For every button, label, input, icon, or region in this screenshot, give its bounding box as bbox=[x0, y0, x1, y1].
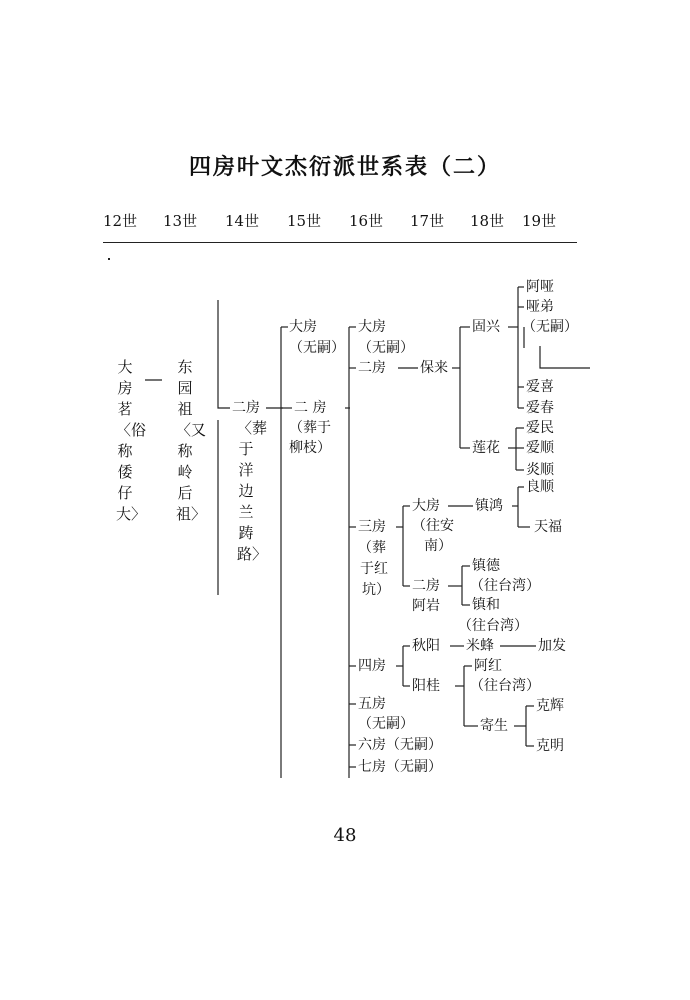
node-gen15-2: 二 房 bbox=[294, 400, 327, 416]
generation-label: 14世 bbox=[225, 212, 260, 230]
node-gen19-aimin: 爱民 bbox=[526, 420, 554, 436]
node-gen18-zhende: 镇德 bbox=[472, 558, 500, 574]
node-gen18-zhenhong: 镇鸿 bbox=[475, 498, 503, 514]
node-gen16-3: 三房 bbox=[358, 519, 386, 535]
node-gen18-zhende-note: （往台湾） bbox=[470, 578, 540, 594]
node-gen15-1: 大房 bbox=[289, 319, 317, 335]
node-gen18-jisheng: 寄生 bbox=[480, 718, 508, 734]
node-gen16-5-note: （无嗣） bbox=[358, 716, 414, 732]
node-gen12: 大房茗〈俗称倭仔大〉 bbox=[116, 358, 147, 523]
node-gen16-1-note: （无嗣） bbox=[358, 340, 414, 356]
node-gen19-aichun: 爱春 bbox=[526, 400, 554, 416]
node-gen17-yanggui: 阳桂 bbox=[412, 678, 440, 694]
node-gen18-ahong-note: （往台湾） bbox=[470, 678, 540, 694]
generation-label: 17世 bbox=[410, 212, 445, 230]
node-gen18-guxing: 固兴 bbox=[472, 319, 500, 335]
node-gen18-ahong: 阿红 bbox=[474, 658, 502, 674]
node-gen15-2-note: 柳枝） bbox=[289, 440, 331, 456]
node-gen17-erfang-name: 阿岩 bbox=[412, 598, 440, 614]
node-gen19-aixi: 爱喜 bbox=[526, 379, 554, 395]
node-gen19-aishun: 爱顺 bbox=[526, 440, 554, 456]
node-gen16-3-note: 坑） bbox=[362, 582, 390, 598]
node-gen19-keming: 克明 bbox=[536, 738, 564, 754]
node-gen16-1: 大房 bbox=[358, 319, 386, 335]
node-gen18-mifeng: 米蜂 bbox=[466, 638, 494, 654]
node-gen17-dafang-note: 南） bbox=[424, 538, 452, 554]
node-gen19-aya: 阿哑 bbox=[526, 279, 554, 295]
node-gen16-3-note: 于红 bbox=[360, 561, 388, 577]
node-gen19-tianfu: 天福 bbox=[534, 519, 562, 535]
node-gen16-5: 五房 bbox=[358, 696, 386, 712]
node-gen15-1-note: （无嗣） bbox=[289, 340, 345, 356]
node-gen14: 二房 bbox=[232, 400, 260, 416]
generation-label: 16世 bbox=[349, 212, 384, 230]
node-gen17-erfang: 二房 bbox=[412, 578, 440, 594]
generation-label: 15世 bbox=[287, 212, 322, 230]
node-gen15-2-note: （葬于 bbox=[289, 420, 331, 436]
node-gen18-zhenhe-note: （往台湾） bbox=[458, 618, 528, 634]
generation-label: 12世 bbox=[103, 212, 138, 230]
page-title: 四房叶文杰衍派世系表（二） bbox=[188, 155, 501, 180]
node-gen18-zhenhe: 镇和 bbox=[472, 597, 500, 613]
node-gen19-yadi-note: （无嗣） bbox=[522, 319, 578, 335]
node-gen17-dafang-note: （往安 bbox=[412, 518, 454, 534]
node-gen16-6: 六房（无嗣） bbox=[358, 737, 442, 753]
node-gen19-liangshun: 良顺 bbox=[526, 479, 554, 495]
node-gen17-baolai: 保来 bbox=[420, 360, 448, 376]
generation-label: 19世 bbox=[522, 212, 557, 230]
node-gen19-yanshun: 炎顺 bbox=[526, 462, 554, 478]
generation-label: 13世 bbox=[163, 212, 198, 230]
node-gen16-3-note: （葬 bbox=[358, 540, 386, 556]
generation-label: 18世 bbox=[470, 212, 505, 230]
node-gen18-lianhua: 莲花 bbox=[472, 440, 500, 456]
node-gen16-7: 七房（无嗣） bbox=[358, 759, 442, 775]
node-gen16-2: 二房 bbox=[358, 360, 386, 376]
node-gen13: 东园祖〈又称岭后祖〉 bbox=[176, 358, 207, 523]
page-number: 48 bbox=[333, 825, 357, 846]
node-gen19-kehui: 克辉 bbox=[536, 698, 564, 714]
node-gen19-jiafa: 加发 bbox=[538, 638, 566, 654]
node-gen19-yadi: 哑弟 bbox=[526, 299, 554, 315]
node-gen17-qiuyang: 秋阳 bbox=[412, 638, 440, 654]
node-gen16-4: 四房 bbox=[358, 658, 386, 674]
node-gen14-note: 〈葬于洋边兰踌路〉 bbox=[237, 419, 268, 563]
node-gen17-dafang: 大房 bbox=[412, 498, 440, 514]
